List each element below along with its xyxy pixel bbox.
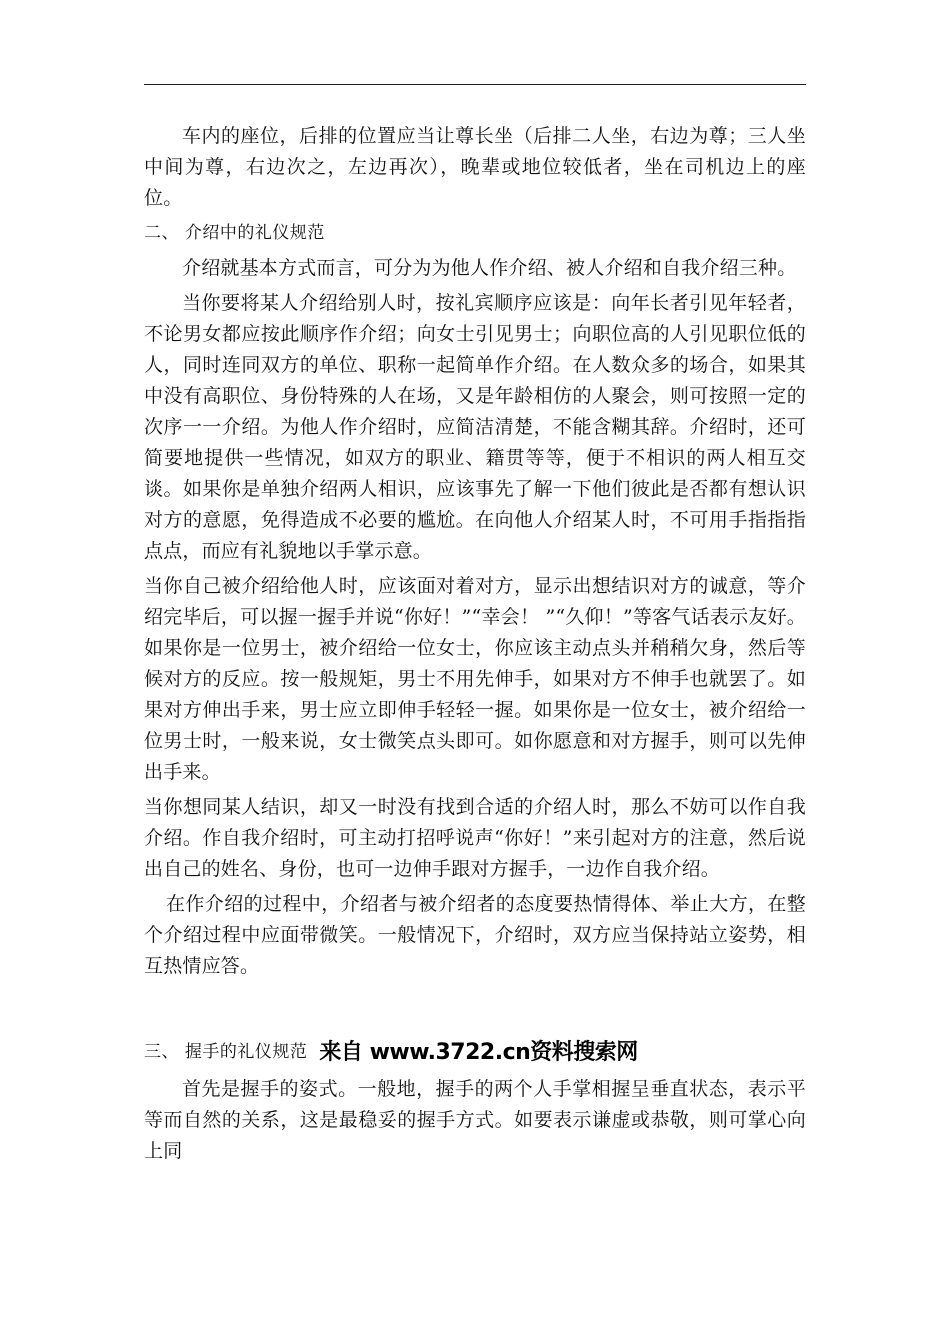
paragraph-intro-attitude: 在作介绍的过程中，介绍者与被介绍者的态度要热情得体、举止大方，在整个介绍过程中应面带微笑。一般情况下，介绍时，双方应当保持站立姿势，相互热情应答。 xyxy=(144,893,806,977)
paragraph-self-introduction: 当你想同某人结识，却又一时没有找到合适的介绍人时，那么不妨可以作自我介绍。作自我介绍时，可主动打招呼说声“你好！”来引起对方的注意，然后说出自己的姓名、身份，也可一边伸手跟对方握手，一边作自我介绍。 xyxy=(144,796,806,880)
header-rule xyxy=(144,84,806,85)
section-heading-row-handshake xyxy=(144,1028,806,1068)
paragraph-intro-methods: 介绍就基本方式而言，可分为为他人作介绍、被人介绍和自我介绍三种。 xyxy=(182,257,797,279)
paragraph-being-introduced: 当你自己被介绍给他人时，应该面对着对方，显示出想结识对方的诚意，等介绍完毕后，可以握一握手并说“你好！”“幸会！ ”“久仰！”等客气话表示友好。如果你是一位男士，被介绍给一位女士，你应该主动点头并稍稍欠身，然后等候对方的反应。按一般规矩，男士不用先伸手，如果对方不伸手也就罢了。如果对方伸出手来，男士应立即伸手轻轻一握。如果你是一位女士，被介绍给一位男士时，一般来说，女士微笑点头即可。如你愿意和对方握手，则可以先伸出手来。 xyxy=(144,575,806,783)
paragraph-car-seating: 车内的座位，后排的位置应当让尊长坐（后排二人坐，右边为尊；三人坐中间为尊，右边次之，左边再次），晚辈或地位较低者，坐在司机边上的座位。 xyxy=(144,125,806,209)
paragraph-introducing-others: 当你要将某人介绍给别人时，按礼宾顺序应该是：向年长者引见年轻者，不论男女都应按此顺序作介绍；向女士引见男士；向职位高的人引见职位低的人，同时连同双方的单位、职称一起简单作介绍。在人数众多的场合，如果其中没有高职位、身份特殊的人在场，又是年龄相仿的人聚会，则可按照一定的次序一一介绍。为他人作介绍时，应简洁清楚，不能含糊其辞。介绍时，还可简要地提供一些情况，如双方的职业、籍贯等等，便于不相识的两人相互交谈。如果你是单独介绍两人相识，应该事先了解一下他们彼此是否都有想认识对方的意愿，免得造成不必要的尴尬。在向他人介绍某人时，不可用手指指指点点，而应有礼貌地以手掌示意。 xyxy=(144,292,806,562)
document-body xyxy=(144,121,806,1171)
section-heading-handshake: 三、 握手的礼仪规范 xyxy=(144,1042,308,1062)
section-heading-introduction: 二、 介绍中的礼仪规范 xyxy=(144,223,325,243)
watermark-source: 来自 www.3722.cn资料搜索网 xyxy=(319,1040,638,1065)
spacer xyxy=(144,986,806,1028)
paragraph-handshake-posture: 首先是握手的姿式。一般地，握手的两个人手掌相握呈垂直状态，表示平等而自然的关系，这是最稳妥的握手方式。如要表示谦虚或恭敬，则可掌心向上同 xyxy=(144,1078,806,1162)
